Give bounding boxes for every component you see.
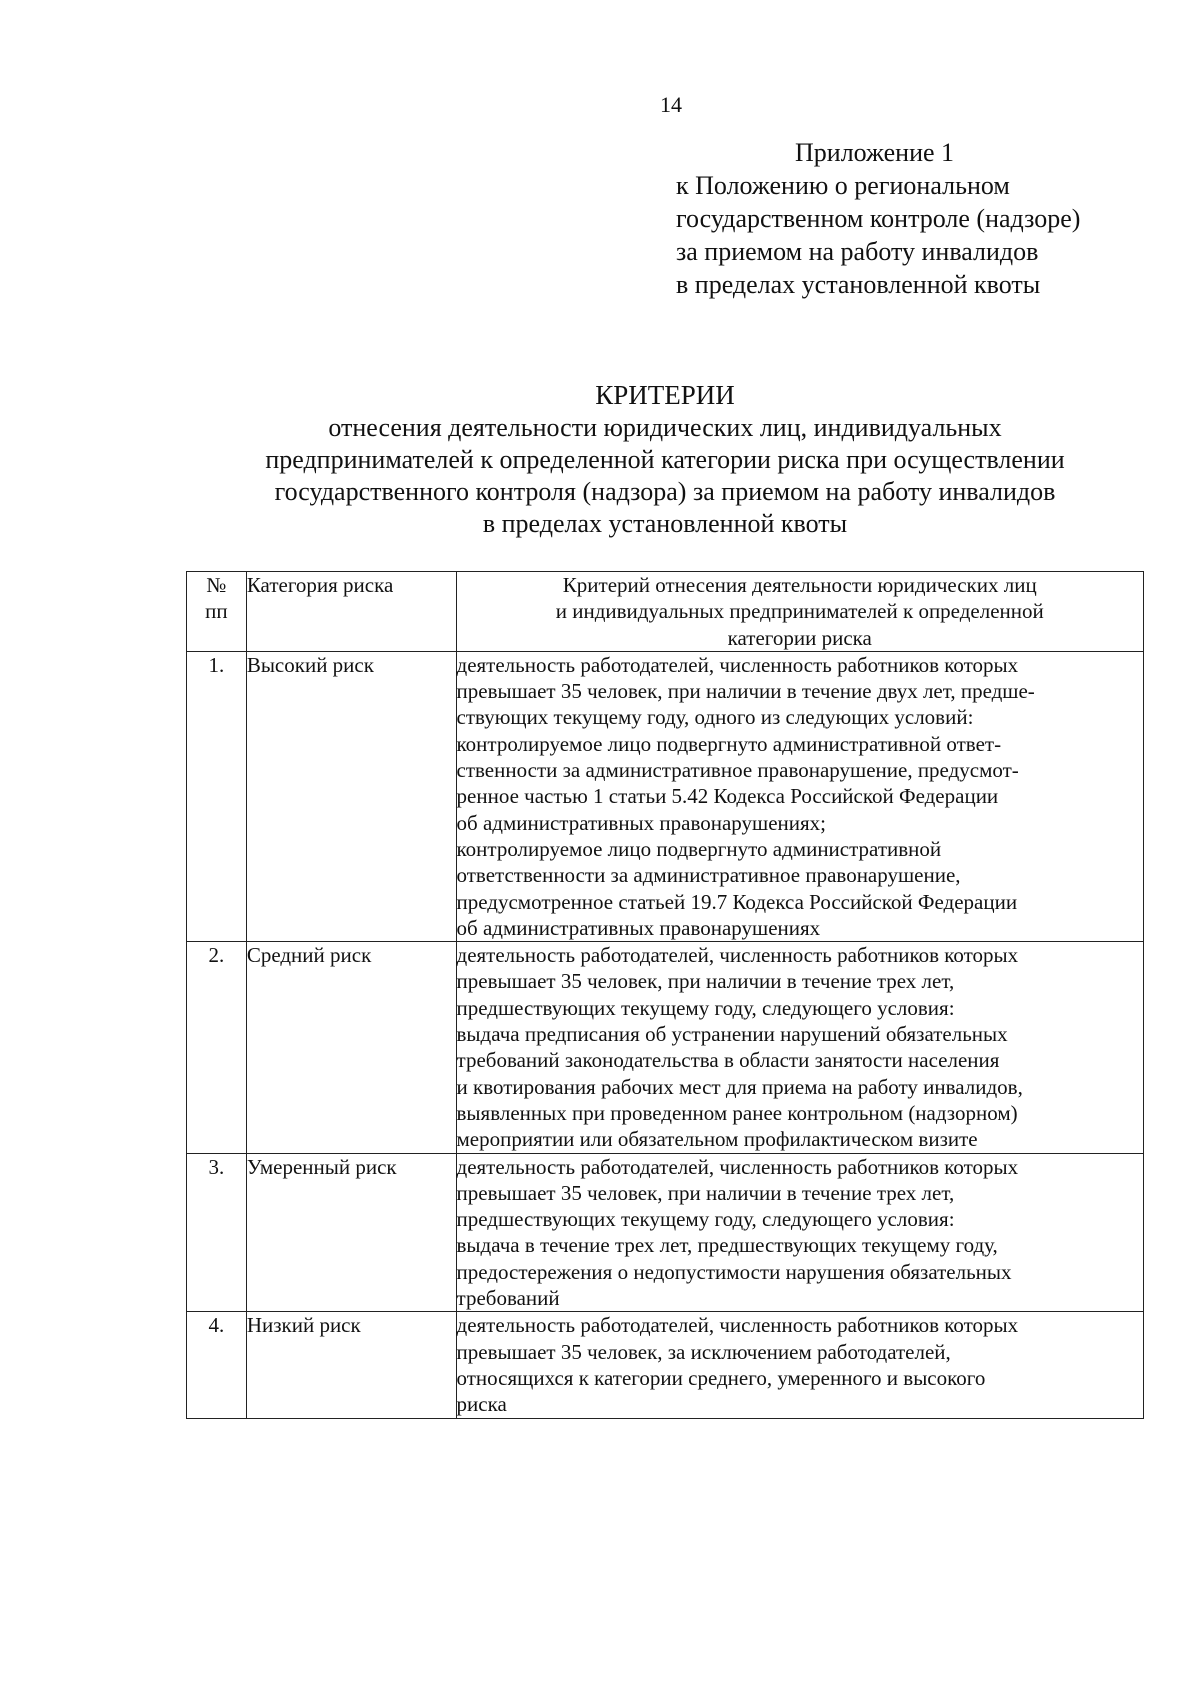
header-number-line: пп [205, 599, 228, 624]
criterion-line: требований [456, 1286, 560, 1311]
criterion-line: выявленных при проведенном ранее контрольном (надзорном) [456, 1100, 1018, 1125]
appendix-line: государственном контроле (надзоре) [676, 204, 1081, 233]
criterion-line: деятельность работодателей, численность работников которых [456, 1313, 1019, 1338]
appendix-title: Приложение 1 [795, 138, 955, 167]
row-category: Высокий риск [246, 651, 456, 941]
document-subtitle-line: в пределах установленной квоты [482, 509, 848, 538]
page-number: 14 [660, 92, 682, 117]
row-number: 1. [187, 651, 247, 941]
table-row [187, 942, 1144, 1153]
row-category: Средний риск [246, 942, 456, 1153]
document-subtitle-line: государственного контроля (надзора) за приемом на работу инвалидов [274, 477, 1056, 506]
table-row [187, 1153, 1144, 1312]
criterion-line: требований законодательства в области занятости населения [456, 1048, 1000, 1073]
criterion-line: контролируемое лицо подвергнуто административной ответ- [456, 731, 1002, 756]
criterion-line: ответственности за административное правонарушение, [456, 863, 961, 888]
header-number [187, 572, 247, 652]
header-criterion-line: категории риска [727, 625, 872, 650]
document-subtitle-line: предпринимателей к определенной категории риска при осуществлении [265, 445, 1065, 474]
criterion-line: ствующих текущему году, одного из следующих условий: [456, 705, 974, 730]
criterion-line: риска [456, 1392, 507, 1417]
criterion-line: предшествующих текущему году, следующего условия: [456, 995, 955, 1020]
criterion-line: превышает 35 человек, при наличии в течение трех лет, [456, 969, 955, 994]
criterion-line: ренное частью 1 статьи 5.42 Кодекса Российской Федерации [456, 784, 999, 809]
row-number: 4. [187, 1312, 247, 1418]
table-header-row [187, 572, 1144, 652]
criterion-line: об административных правонарушениях [456, 915, 821, 940]
criterion-line: об административных правонарушениях; [456, 810, 826, 835]
row-number: 3. [187, 1153, 247, 1312]
criterion-line: деятельность работодателей, численность работников которых [456, 943, 1019, 968]
criterion-line: предусмотренное статьей 19.7 Кодекса Российской Федерации [456, 889, 1018, 914]
criterion-line: деятельность работодателей, численность работников которых [456, 1154, 1019, 1179]
row-criterion [456, 1312, 1143, 1418]
appendix-line: в пределах установленной квоты [676, 270, 1041, 299]
criterion-line: ственности за административное правонарушение, предусмот- [456, 758, 1019, 783]
criterion-line: выдача в течение трех лет, предшествующих текущему году, [456, 1233, 998, 1258]
row-category: Умеренный риск [246, 1153, 456, 1312]
row-number: 2. [187, 942, 247, 1153]
document-title: КРИТЕРИИ [595, 380, 735, 410]
table-row [187, 651, 1144, 941]
header-category: Категория риска [246, 572, 456, 652]
document-subtitle-line: отнесения деятельности юридических лиц, индивидуальных [328, 413, 1002, 442]
criterion-line: превышает 35 человек, при наличии в течение двух лет, предше- [456, 679, 1035, 704]
row-criterion [456, 942, 1143, 1153]
criterion-line: деятельность работодателей, численность работников которых [456, 652, 1019, 677]
criterion-line: предшествующих текущему году, следующего условия: [456, 1207, 955, 1232]
row-category: Низкий риск [246, 1312, 456, 1418]
criterion-line: выдача предписания об устранении нарушений обязательных [456, 1022, 1008, 1047]
document-heading [0, 378, 1200, 540]
appendix-line: к Положению о региональном [676, 171, 1010, 200]
criterion-line: относящихся к категории среднего, умеренного и высокого [456, 1365, 986, 1390]
criterion-line: предостережения о недопустимости нарушения обязательных [456, 1259, 1012, 1284]
appendix-line: за приемом на работу инвалидов [676, 237, 1039, 266]
row-criterion [456, 651, 1143, 941]
criterion-line: превышает 35 человек, при наличии в течение трех лет, [456, 1180, 955, 1205]
table-row [187, 1312, 1144, 1418]
criterion-line: превышает 35 человек, за исключением работодателей, [456, 1339, 951, 1364]
criterion-line: контролируемое лицо подвергнуто административной [456, 836, 942, 861]
header-criterion-line: Критерий отнесения деятельности юридических лиц [562, 573, 1037, 597]
row-criterion [456, 1153, 1143, 1312]
header-criterion-line: и индивидуальных предпринимателей к определенной [555, 599, 1044, 624]
appendix-block [676, 136, 1080, 301]
criterion-line: мероприятии или обязательном профилактическом визите [456, 1127, 978, 1152]
header-criterion [456, 572, 1143, 652]
criterion-line: и квотирования рабочих мест для приема на работу инвалидов, [456, 1074, 1023, 1099]
criteria-table [186, 571, 1144, 1419]
header-number-line: № [206, 573, 227, 597]
